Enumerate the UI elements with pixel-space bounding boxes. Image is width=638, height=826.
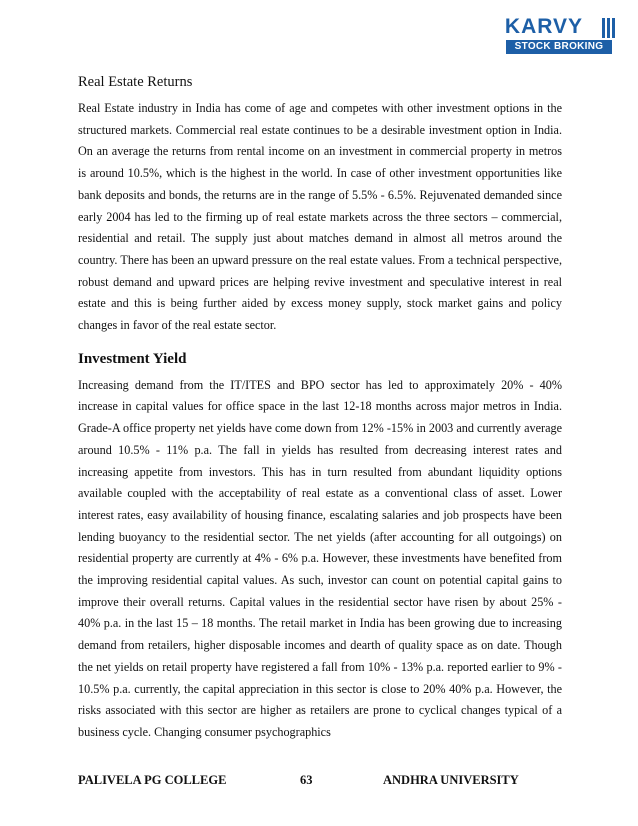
section-heading-real-estate-returns: Real Estate Returns	[78, 74, 193, 90]
page-footer	[78, 772, 562, 788]
footer-university: ANDHRA UNIVERSITY	[383, 773, 519, 787]
section-paragraph-real-estate-returns: Real Estate industry in India has come of age and competes with other investment options in the structured markets. Commercial real estate continues to be a desirable investment option in India. On an average the returns from rental income on an investment in commercial property in metros is around 10.5%, which is the highest in the world. In case of other investment opportunities like bank deposits and bonds, the returns are in the range of 5.5% - 6.5%. Rejuvenated demanded since early 2004 has led to the firming up of real estate markets across the three sectors – commercial, residential and retail. The supply just about matches demand in almost all metros around the country. There has been an upward pressure on the real estate values. From a technical perspective, robust demand and upward prices are helping revive investment and speculative interest in real estate and this is being further aided by excess money supply, stock market gains and policy changes in favor of the real estate sector.	[78, 101, 562, 333]
page-body	[78, 74, 562, 744]
section-heading-investment-yield: Investment Yield	[78, 350, 187, 367]
logo-tagline: STOCK BROKING	[506, 40, 612, 54]
footer-college: PALIVELA PG COLLEGE	[78, 773, 227, 787]
logo-wordmark: KARVY	[504, 15, 584, 38]
footer-page-number: 63	[300, 773, 313, 787]
karvy-logo	[488, 16, 616, 58]
section-paragraph-investment-yield: Increasing demand from the IT/ITES and BPO sector has led to approximately 20% - 40% increase in capital values for office space in the last 12-18 months across major metros in India. Grade-A office property net yields have come down from 12% -15% in 2003 and currently average around 10.5% - 11% p.a. The fall in yields has resulted from decreasing interest rates and increasing appetite from investors. This has in turn resulted from abundant liquidity options available coupled with the acceptability of real estate as a conventional class of asset. Lower interest rates, easy availability of housing finance, escalating salaries and job prospects have been lending buoyancy to the residential sector. The net yields (after accounting for all outgoings) on residential property are currently at 4% - 6% p.a. However, these investments have benefited from the improving residential capital values. As such, investor can count on potential capital gains to improve their overall returns. Capital values in the residential sector have risen by about 25% - 40% p.a. in the last 15 – 18 months. The retail market in India has been growing due to increasing demand from retailers, higher disposable incomes and dearth of quality space as on date. Though the net yields on retail property have registered a fall from 10% - 13% p.a. reported earlier to 9% - 10.5% p.a. currently, the capital appreciation in this sector is close to 20% 40% p.a. However, the risks associated with this sector are higher as retailers are prone to cyclical changes typical of a business cycle. Changing consumer psychographics	[78, 377, 562, 739]
logo-bars-icon	[602, 18, 616, 38]
